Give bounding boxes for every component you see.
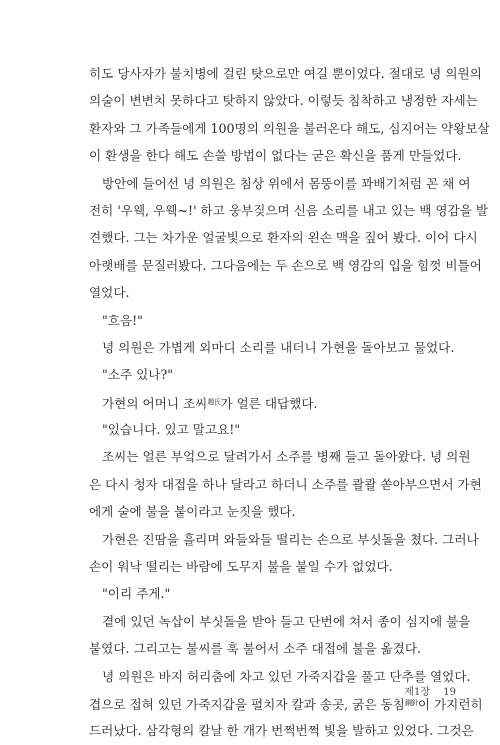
text-line [89,334,459,361]
text-line-content: 에게 술에 불을 붙이라고 눈짓을 했다. [89,504,296,520]
text-line-tail: 가 얼른 대답했다. [220,395,318,411]
text-line [89,224,478,251]
text-line [89,142,462,169]
text-line [89,416,459,443]
hanja-gloss: 銅針 [404,698,418,707]
text-line-content: 조씨는 얼른 부엌으로 달려가서 소주를 병째 들고 돌아왔다. 녕 의원 [102,449,471,465]
text-line-content: "소주 있나?" [102,367,174,383]
text-line [89,498,459,525]
text-line-content: 견했다. 그는 차가운 얼굴빛으로 환자의 왼손 맥을 짚어 봤다. 이어 다시 [89,230,478,246]
text-line [89,279,459,306]
text-line-content: "흐음!" [102,312,143,328]
text-line-content: 겹으로 접혀 있던 가죽지갑을 펼치자 칼과 송곳, 굵은 동침 [89,696,405,712]
text-line-content: 녕 의원은 가볍게 외마디 소리를 내더니 가현을 돌아보고 물었다. [102,339,455,355]
text-line [89,526,479,553]
text-line-content: 열었다. [89,285,130,301]
text-line [89,197,489,224]
text-line [89,553,459,580]
text-line-content: 가현의 어머니 조씨 [102,395,208,411]
page-footer [404,683,456,698]
text-line-content: 아랫배를 문질러봤다. 그다음에는 두 손으로 백 영감의 입을 힘껏 비틀어 [89,257,482,273]
hanja-gloss: 趙氏 [207,397,221,406]
text-line-content: 손이 워낙 떨리는 바람에 도무지 불을 붙일 수가 없었다. [89,559,393,575]
text-line [89,389,459,416]
text-line [89,307,459,334]
text-line [89,361,459,388]
text-line-content: "있습니다. 있고 말고요!" [102,422,241,438]
chapter-label: 제1장 [404,687,431,698]
text-line [89,443,471,470]
text-line-content: 붙였다. 그리고는 불씨를 훅 불어서 소주 대접에 불을 옮겼다. [89,641,422,657]
text-line-tail: 이 가지런히 [417,696,483,712]
body-text [89,60,490,745]
text-line [89,608,471,635]
text-line-content: 방안에 들어선 녕 의원은 침상 위에서 몸뚱이를 꽈배기처럼 꼰 채 여 [102,175,471,191]
page-number: 19 [443,687,456,698]
text-line-content: 드러났다. 삼각형의 칼날 한 개가 번쩍번쩍 빛을 발하고 있었다. 그것은 [89,723,474,739]
text-line-content: 전히 '우웩, 우웩~!' 하고 웅부짖으며 신음 소리를 내고 있는 백 영감을 발 [89,202,489,218]
text-line [89,170,471,197]
text-line-content: 녕 의원은 바지 허리춤에 차고 있던 가죽지갑을 풀고 단추를 열었다. [102,668,471,684]
text-line-content: 이 환생을 한다 해도 손쓸 방법이 없다는 굳은 확신을 품게 만들었다. [89,148,462,164]
text-line-content: 은 다시 청자 대접을 하나 달라고 하더니 소주를 콸콸 쏟아부으면서 가현 [89,476,482,492]
text-line-content: 곁에 있던 녹삽이 부싯돌을 받아 들고 단번에 쳐서 종이 심지에 불을 [102,613,471,629]
text-line [89,115,490,142]
text-line [89,60,482,87]
text-line [89,717,474,744]
text-line [89,471,482,498]
text-line [89,635,459,662]
text-line-content: 히도 당사자가 불치병에 걸린 탓으로만 여길 뿐이었다. 절대로 녕 의원의 [89,66,482,81]
text-line-content: 환자와 그 가족들에게 100명의 의원을 불러온다 해도, 심지어는 약왕보살 [89,120,490,136]
text-line-content: 의술이 변변치 못하다고 탓하지 않았다. 이렇듯 침착하고 냉정한 자세는 [89,93,478,109]
text-line-content: 가현은 진땀을 흘리며 와들와들 떨리는 손으로 부싯돌을 쳤다. 그러나 [102,531,479,547]
text-line-content: "이리 주게." [102,586,171,602]
text-line [89,87,478,114]
text-line [89,580,459,607]
text-line [89,252,482,279]
